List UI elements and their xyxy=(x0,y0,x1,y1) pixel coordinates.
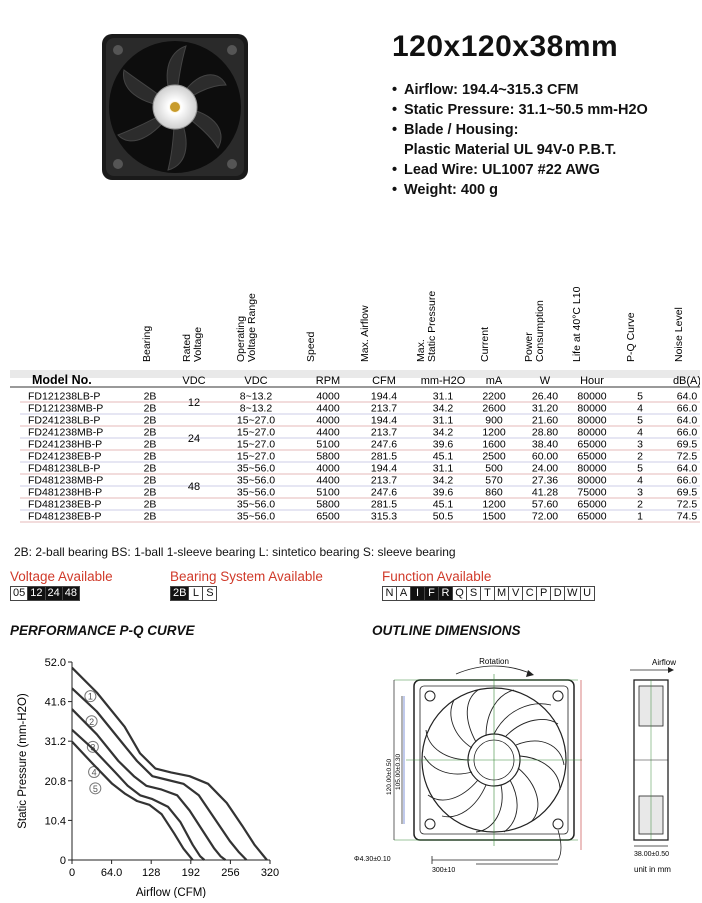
table-cell: 15~27.0 xyxy=(236,426,276,439)
table-cell: 8~13.2 xyxy=(239,402,273,415)
table-cell: 50.5 xyxy=(432,510,454,523)
function-chip-r: R xyxy=(438,586,453,601)
table-cell: 35~56.0 xyxy=(236,486,276,499)
table-cell: 3 xyxy=(637,486,643,499)
spec-list xyxy=(392,80,648,200)
y-tick-label: 0 xyxy=(59,855,66,867)
table-cell: 72.00 xyxy=(531,510,559,523)
outline-drawing xyxy=(346,650,700,880)
table-cell: 4 xyxy=(637,426,643,439)
table-cell: 35~56.0 xyxy=(236,462,276,475)
table-header-rotated: Bearing xyxy=(141,325,153,362)
table-header-rotated: RatedVoltage xyxy=(181,326,204,362)
spec-table xyxy=(10,280,700,536)
table-unit-cell: mA xyxy=(485,375,503,387)
table-cell: 2B xyxy=(143,390,157,403)
table-cell: 1200 xyxy=(482,426,506,439)
function-chip-p: P xyxy=(536,586,551,601)
function-chip-i: I xyxy=(410,586,425,601)
table-cell: 194.4 xyxy=(370,414,398,427)
table-row xyxy=(28,451,697,463)
spec-item xyxy=(392,100,648,120)
table-cell: 38.40 xyxy=(531,438,559,451)
spec-text: Weight: 400 g xyxy=(404,182,498,198)
table-unit-cell: mm-H2O xyxy=(420,375,466,387)
bullet-icon: • xyxy=(392,162,398,178)
table-cell: FD241238MB-P xyxy=(28,426,104,439)
table-cell: FD241238HB-P xyxy=(28,438,103,451)
table-cell: 75000 xyxy=(577,486,607,499)
table-cell: 2B xyxy=(143,426,157,439)
function-chip-t: T xyxy=(480,586,495,601)
table-cell: 34.2 xyxy=(432,474,454,487)
rated-voltage-cell: 12 xyxy=(187,397,201,409)
table-unit-cell: VDC xyxy=(244,375,268,387)
table-cell: 500 xyxy=(485,462,503,475)
table-cell: 65000 xyxy=(577,450,607,463)
x-tick-label: 256 xyxy=(221,867,240,879)
table-cell: 80000 xyxy=(577,414,607,427)
table-cell: 247.6 xyxy=(370,486,398,499)
table-cell: 1200 xyxy=(482,498,506,511)
function-options xyxy=(382,586,594,601)
table-cell: 2B xyxy=(143,510,157,523)
x-tick-label: 192 xyxy=(181,867,200,879)
function-chip-q: Q xyxy=(452,586,467,601)
table-cell: 64.0 xyxy=(676,462,698,475)
table-cell: 65000 xyxy=(577,510,607,523)
table-cell: 5100 xyxy=(316,438,340,451)
table-cell: 900 xyxy=(485,414,503,427)
table-header-rotated: Max. Airflow xyxy=(359,305,371,362)
table-cell: 80000 xyxy=(577,402,607,415)
table-cell: 2B xyxy=(143,474,157,487)
spec-item xyxy=(392,160,648,180)
table-cell: 24.00 xyxy=(531,462,559,475)
x-tick-label: 64.0 xyxy=(100,867,123,879)
table-cell: 3 xyxy=(637,438,643,451)
dim-height-inner: 105.00±0.30 xyxy=(395,753,402,790)
table-row xyxy=(28,439,697,451)
table-header-rotated: PowerConsumption xyxy=(523,300,546,362)
table-cell: 5800 xyxy=(316,450,340,463)
bullet-icon: • xyxy=(392,82,398,98)
table-cell: 213.7 xyxy=(370,426,398,439)
table-unit-cell: Model No. xyxy=(32,373,92,387)
dim-lead-wire: 300±10 xyxy=(432,867,456,874)
table-cell: 31.20 xyxy=(531,402,559,415)
series-label: 5 xyxy=(92,783,98,794)
bearing-chip-l: L xyxy=(188,586,203,601)
table-cell: 1600 xyxy=(482,438,506,451)
table-cell: 66.0 xyxy=(676,426,698,439)
table-cell: 21.60 xyxy=(531,414,559,427)
table-header-rotated: Noise Level xyxy=(673,307,685,362)
table-cell: 64.0 xyxy=(676,414,698,427)
table-cell: 5 xyxy=(637,390,643,403)
table-cell: 74.5 xyxy=(676,510,698,523)
bearing-chip-2b: 2B xyxy=(170,586,189,601)
table-cell: 31.1 xyxy=(432,414,454,427)
table-header-rotated: Speed xyxy=(305,331,317,362)
table-cell: 281.5 xyxy=(370,498,398,511)
table-cell: 31.1 xyxy=(432,390,454,403)
table-cell: 34.2 xyxy=(432,402,454,415)
table-cell: 5100 xyxy=(316,486,340,499)
table-unit-cell: VDC xyxy=(182,375,206,387)
table-cell: FD241238EB-P xyxy=(28,450,102,463)
function-available-title: Function Available xyxy=(382,569,492,584)
table-cell: 72.5 xyxy=(676,498,698,511)
table-cell: 80000 xyxy=(577,474,607,487)
spec-item xyxy=(392,180,648,200)
pq-curve-line xyxy=(72,668,267,860)
table-row xyxy=(28,391,697,403)
spec-item xyxy=(392,80,648,100)
table-cell: 2B xyxy=(143,498,157,511)
table-cell: FD121238MB-P xyxy=(28,402,104,415)
table-row xyxy=(28,463,697,475)
voltage-chip-48: 48 xyxy=(62,586,80,601)
table-cell: 34.2 xyxy=(432,426,454,439)
table-cell: 2 xyxy=(637,498,643,511)
fan-product-image xyxy=(98,30,252,184)
table-cell: 39.6 xyxy=(432,438,454,451)
function-chip-c: C xyxy=(522,586,537,601)
table-cell: 4400 xyxy=(316,474,340,487)
table-cell: 4 xyxy=(637,474,643,487)
rotation-label: Rotation xyxy=(479,657,509,666)
dim-height-outer: 120.00±0.50 xyxy=(386,758,393,795)
table-cell: 80000 xyxy=(577,426,607,439)
table-cell: 80000 xyxy=(577,390,607,403)
table-cell: 35~56.0 xyxy=(236,510,276,523)
table-cell: 4400 xyxy=(316,426,340,439)
table-cell: 2B xyxy=(143,486,157,499)
spec-text: Plastic Material UL 94V-0 P.B.T. xyxy=(404,142,617,158)
table-cell: 15~27.0 xyxy=(236,450,276,463)
table-row xyxy=(28,475,697,487)
table-cell: 28.80 xyxy=(531,426,559,439)
table-cell: 5 xyxy=(637,414,643,427)
x-axis-label: Airflow (CFM) xyxy=(135,887,207,898)
spec-text: Static Pressure: 31.1~50.5 mm-H2O xyxy=(404,102,648,118)
table-cell: 41.28 xyxy=(531,486,559,499)
table-row xyxy=(28,499,697,511)
table-cell: 15~27.0 xyxy=(236,414,276,427)
airflow-label: Airflow xyxy=(651,658,677,667)
table-cell: 26.40 xyxy=(531,390,559,403)
series-label: 4 xyxy=(91,767,97,778)
table-header-rotated: P-Q Curve xyxy=(625,312,637,362)
table-cell: FD481238EB-P xyxy=(28,498,102,511)
x-tick-label: 0 xyxy=(68,867,76,879)
table-cell: 2B xyxy=(143,450,157,463)
table-cell: 213.7 xyxy=(370,402,398,415)
table-unit-cell: dB(A) xyxy=(672,375,700,387)
table-cell: 4000 xyxy=(316,462,340,475)
voltage-options xyxy=(10,586,79,601)
voltage-available-title: Voltage Available xyxy=(10,569,113,584)
bearing-legend-note: 2B: 2-ball bearing BS: 1-ball 1-sleeve bearing L: sintetico bearing S: sleeve bearing xyxy=(14,545,456,559)
table-cell: 2200 xyxy=(482,390,506,403)
dim-depth: 38.00±0.50 xyxy=(634,851,669,858)
table-cell: 60.00 xyxy=(531,450,559,463)
table-cell: 194.4 xyxy=(370,462,398,475)
table-cell: 65000 xyxy=(577,498,607,511)
table-cell: 4400 xyxy=(316,402,340,415)
function-chip-s: S xyxy=(466,586,481,601)
table-cell: 860 xyxy=(485,486,503,499)
table-cell: 5800 xyxy=(316,498,340,511)
table-cell: 1500 xyxy=(482,510,506,523)
table-cell: 45.1 xyxy=(432,450,454,463)
series-label: 3 xyxy=(90,742,96,753)
table-cell: 2 xyxy=(637,450,643,463)
table-header-rotated: Life at 40°C L10 xyxy=(571,286,583,362)
bearing-system-options xyxy=(170,586,216,601)
table-cell: 2B xyxy=(143,414,157,427)
table-cell: 4 xyxy=(637,402,643,415)
table-header-rotated: Current xyxy=(479,326,491,362)
table-cell: 2500 xyxy=(482,450,506,463)
table-cell: 1 xyxy=(637,510,643,523)
table-unit-cell: Hour xyxy=(580,375,604,387)
table-cell: 39.6 xyxy=(432,486,454,499)
table-cell: FD121238LB-P xyxy=(28,390,101,403)
y-tick-label: 20.8 xyxy=(44,775,66,788)
function-chip-f: F xyxy=(424,586,439,601)
table-cell: 80000 xyxy=(577,462,607,475)
series-label: 2 xyxy=(89,716,95,727)
table-cell: 35~56.0 xyxy=(236,474,276,487)
y-axis-label: Static Pressure (mm-H2O) xyxy=(17,693,29,829)
table-row xyxy=(28,487,697,499)
series-label: 1 xyxy=(87,691,93,702)
voltage-chip-24: 24 xyxy=(45,586,63,601)
spec-item xyxy=(392,140,648,160)
spec-text: Blade / Housing: xyxy=(404,122,519,138)
dim-hole: Φ4.30±0.10 xyxy=(354,856,391,863)
function-chip-u: U xyxy=(580,586,595,601)
voltage-chip-12: 12 xyxy=(27,586,45,601)
x-tick-label: 320 xyxy=(260,867,280,879)
table-cell: 66.0 xyxy=(676,474,698,487)
table-cell: 281.5 xyxy=(370,450,398,463)
bearing-system-title: Bearing System Available xyxy=(170,569,323,584)
y-tick-label: 41.6 xyxy=(44,696,66,709)
table-unit-cell: W xyxy=(539,375,551,387)
table-cell: 15~27.0 xyxy=(236,438,276,451)
table-cell: 2600 xyxy=(482,402,506,415)
side-view-diagram xyxy=(634,680,668,846)
table-cell: 2B xyxy=(143,438,157,451)
spec-text: Airflow: 194.4~315.3 CFM xyxy=(404,82,579,98)
table-cell: FD481238HB-P xyxy=(28,486,103,499)
table-cell: 5 xyxy=(637,462,643,475)
table-cell: 315.3 xyxy=(370,510,398,523)
table-cell: 69.5 xyxy=(676,438,698,451)
table-cell: 570 xyxy=(485,474,503,487)
table-cell: 72.5 xyxy=(676,450,698,463)
table-header-rotated: OperatingVoltage Range xyxy=(235,293,258,362)
table-unit-cell: CFM xyxy=(372,375,396,387)
table-cell: FD481238MB-P xyxy=(28,474,104,487)
table-cell: FD481238LB-P xyxy=(28,462,101,475)
table-cell: 213.7 xyxy=(370,474,398,487)
rated-voltage-cell: 48 xyxy=(187,481,201,493)
table-header-rotated: Max.Static Pressure xyxy=(415,290,438,362)
spec-text: Lead Wire: UL1007 #22 AWG xyxy=(404,162,600,178)
table-cell: 65000 xyxy=(577,438,607,451)
pq-curve-title: PERFORMANCE P-Q CURVE xyxy=(10,623,195,638)
pq-curve-line xyxy=(72,742,193,860)
function-chip-n: N xyxy=(382,586,397,601)
function-chip-m: M xyxy=(494,586,509,601)
bullet-icon: • xyxy=(392,122,398,138)
table-cell: 6500 xyxy=(316,510,340,523)
unit-label: unit in mm xyxy=(634,865,671,874)
table-cell: 31.1 xyxy=(432,462,454,475)
table-cell: 45.1 xyxy=(432,498,454,511)
bearing-chip-s: S xyxy=(202,586,217,601)
table-cell: 2B xyxy=(143,462,157,475)
voltage-chip-05: 05 xyxy=(10,586,28,601)
table-cell: 4000 xyxy=(316,390,340,403)
spec-item xyxy=(392,120,648,140)
function-chip-d: D xyxy=(550,586,565,601)
table-cell: 57.60 xyxy=(531,498,559,511)
table-cell: 8~13.2 xyxy=(239,390,273,403)
table-cell: 194.4 xyxy=(370,390,398,403)
table-cell: 4000 xyxy=(316,414,340,427)
table-row xyxy=(28,511,697,523)
table-cell: 69.5 xyxy=(676,486,698,499)
table-cell: 64.0 xyxy=(676,390,698,403)
table-cell: 247.6 xyxy=(370,438,398,451)
function-chip-w: W xyxy=(564,586,580,601)
table-cell: FD241238LB-P xyxy=(28,414,101,427)
table-row xyxy=(28,403,697,415)
y-tick-label: 31.2 xyxy=(44,736,66,749)
pq-chart xyxy=(6,650,306,898)
y-tick-label: 10.4 xyxy=(44,815,66,828)
table-row xyxy=(28,427,697,439)
table-unit-cell: RPM xyxy=(315,375,341,387)
table-cell: 2B xyxy=(143,402,157,415)
table-cell: 66.0 xyxy=(676,402,698,415)
function-chip-v: V xyxy=(508,586,523,601)
rated-voltage-cell: 24 xyxy=(187,433,201,445)
x-tick-label: 128 xyxy=(142,867,161,879)
table-cell: 27.36 xyxy=(531,474,559,487)
product-title: 120x120x38mm xyxy=(392,30,619,63)
y-tick-label: 52.0 xyxy=(44,657,66,669)
function-chip-a: A xyxy=(396,586,411,601)
bullet-icon: • xyxy=(392,182,398,198)
table-row xyxy=(28,415,697,427)
table-cell: 35~56.0 xyxy=(236,498,276,511)
table-cell: FD481238EB-P xyxy=(28,510,102,523)
bullet-icon: • xyxy=(392,102,398,118)
outline-dimensions-title: OUTLINE DIMENSIONS xyxy=(372,623,521,638)
